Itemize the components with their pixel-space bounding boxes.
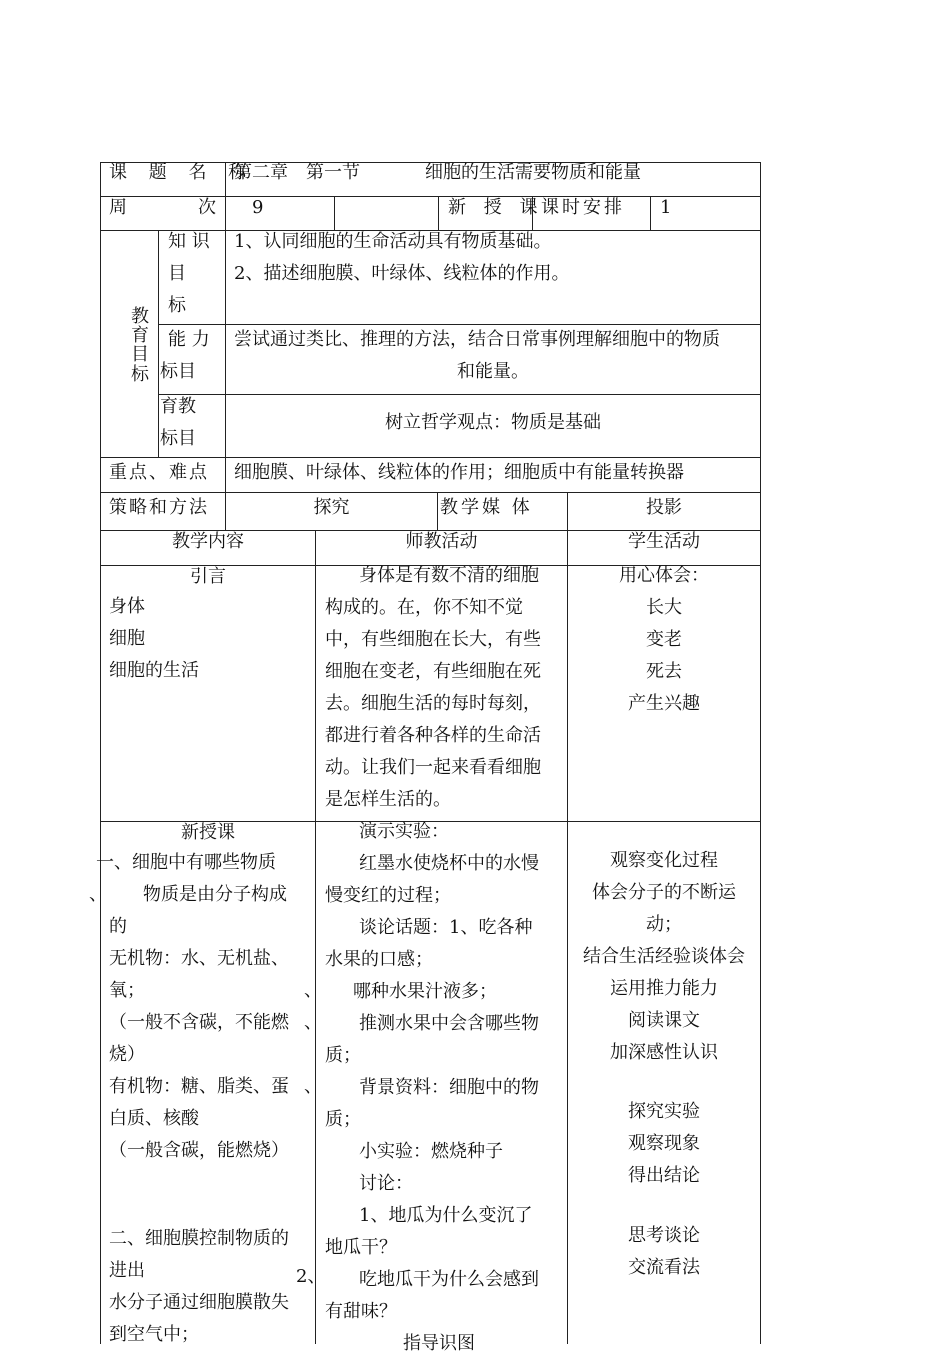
key-text: 细胞膜、叶绿体、线粒体的作用；细胞质中有能量转换器 (234, 462, 684, 483)
label-lesson-title: 课 题 名 称 (109, 162, 255, 183)
schedule-value: 1 (660, 197, 672, 218)
goals-label-1: 教 (131, 306, 149, 327)
rule (158, 230, 159, 457)
goals-label-4: 标 (131, 364, 149, 385)
rule (334, 196, 335, 230)
student-line: 得出结论 (628, 1165, 700, 1186)
content-line: 无机物：水、无机盐、 (109, 948, 289, 969)
lesson-title: 细胞的生活需要物质和能量 (425, 162, 641, 183)
knowledge-item-1: 1、认同细胞的生命活动具有物质基础。 (234, 231, 552, 252)
teacher-line: 慢变红的过程； (325, 885, 451, 906)
label-week-b: 次 (198, 197, 216, 218)
newlesson-student-1 (568, 845, 760, 1069)
ability-text-a: 尝试通过类比、推理的方法，结合日常事例理解细胞中的物质 (234, 329, 720, 350)
teacher-line: 地瓜干？ (325, 1237, 397, 1258)
col-teacher-header: 师教活动 (405, 531, 478, 552)
content-line: 物质是由分子构成 (143, 884, 287, 905)
key-label: 重点、难点 (109, 462, 209, 483)
edu-label-b: 标目 (160, 428, 196, 449)
stray-mark: 、 (89, 884, 107, 905)
intro-teacher (325, 560, 541, 816)
media-label: 教学媒 体 (440, 497, 533, 518)
content-line: 水分子通过细胞膜散失 (109, 1292, 289, 1313)
intro-student (568, 560, 760, 720)
ability-label-a: 能 力 (168, 329, 210, 350)
rule (100, 457, 761, 458)
strategy-label: 策略和方法 (109, 497, 209, 518)
knowledge-label-2: 目 (168, 263, 186, 284)
student-line: 观察现象 (628, 1133, 700, 1154)
newlesson-content-1 (109, 879, 289, 1167)
student-line: 加深感性认识 (610, 1042, 718, 1063)
student-line: 运用推力能力 (610, 978, 718, 999)
strategy-method: 探究 (313, 497, 350, 518)
teacher-line: 哪种水果汁液多； (353, 981, 497, 1002)
content-line: 的 (109, 916, 127, 937)
teacher-line: 红墨水使烧杯中的水慢 (359, 853, 539, 874)
content-line: （一般含碳，能燃烧） (109, 1140, 289, 1161)
rule (158, 324, 761, 325)
teacher-line: 谈论话题：1、吃各种 (359, 917, 533, 938)
stray-mark: 、 (304, 980, 322, 1001)
content-line: 氧； (109, 980, 145, 1001)
knowledge-label-3: 标 (168, 295, 186, 316)
intro-teacher-line: 身体是有数不清的细胞 (359, 565, 539, 586)
teacher-line: 背景资料：细胞中的物 (359, 1077, 539, 1098)
week-value: 9 (252, 197, 264, 218)
student-line: 交流看法 (628, 1257, 700, 1278)
ability-label-b: 标目 (160, 361, 196, 382)
teacher-line: 讨论： (359, 1173, 413, 1194)
goals-label-2: 育 (131, 325, 149, 346)
rule (650, 196, 651, 230)
content-line: 到空气中； (109, 1324, 199, 1345)
col-student-header: 学生活动 (628, 531, 700, 552)
label-schedule: 课时安排 (541, 197, 625, 218)
intro-content-line: 身体 (109, 596, 145, 617)
rule (315, 530, 316, 1344)
rule (760, 162, 761, 1344)
teacher-line: 指导识图 (403, 1333, 475, 1354)
student-line: 结合生活经验谈体会 (583, 946, 745, 967)
stray-mark: 、 (304, 1012, 322, 1033)
stray-mark: 、 (304, 1076, 322, 1097)
teacher-line: 推测水果中会含哪些物 (359, 1013, 539, 1034)
intro-student-line: 产生兴趣 (628, 693, 700, 714)
rule (437, 492, 438, 530)
student-line: 探究实验 (628, 1101, 700, 1122)
teacher-line: 质； (325, 1045, 361, 1066)
edu-text: 树立哲学观点：物质是基础 (385, 412, 601, 433)
intro-teacher-line: 动。让我们一起来看看细胞 (325, 757, 541, 778)
knowledge-item-2: 2、描述细胞膜、叶绿体、线粒体的作用。 (234, 263, 570, 284)
rule (100, 162, 101, 1344)
newlesson-student-3 (568, 1220, 760, 1284)
intro-content-line: 细胞的生活 (109, 660, 199, 681)
intro-content-line: 细胞 (109, 628, 145, 649)
teacher-line: 演示实验： (359, 821, 449, 842)
intro-teacher-line: 都进行着各种各样的生命活 (325, 725, 541, 746)
student-line: 阅读课文 (628, 1010, 700, 1031)
knowledge-label-1: 知 识 (168, 231, 210, 252)
content-line: 烧） (109, 1044, 145, 1065)
lesson-type: 新 授 课 (448, 197, 544, 218)
rule (158, 394, 761, 395)
content-line: （一般不含碳，不能燃 (109, 1012, 289, 1033)
rule (438, 196, 439, 230)
student-line: 动； (646, 914, 682, 935)
content-line: 有机物：糖、脂类、蛋 (109, 1076, 289, 1097)
intro-student-line: 死去 (646, 661, 682, 682)
teacher-line: 有甜味？ (325, 1301, 397, 1322)
rule (100, 492, 761, 493)
newlesson-title: 新授课 (181, 822, 235, 843)
intro-student-line: 长大 (646, 597, 682, 618)
rule (225, 162, 226, 530)
col-content-header: 教学内容 (172, 531, 244, 552)
intro-teacher-line: 去。细胞生活的每时每刻， (325, 693, 541, 714)
teacher-line: 质； (325, 1109, 361, 1130)
edu-label-a: 育教 (160, 396, 196, 417)
teacher-line: 小实验：燃烧种子 (359, 1141, 503, 1162)
intro-teacher-line: 构成的。在，你不知不觉 (325, 597, 523, 618)
intro-teacher-line: 细胞在变老，有些细胞在死 (325, 661, 541, 682)
ability-text-b: 和能量。 (457, 361, 529, 382)
intro-teacher-line: 是怎样生活的。 (325, 789, 451, 810)
label-week-a: 周 (109, 197, 127, 218)
intro-content (109, 591, 199, 687)
media-value: 投影 (646, 497, 682, 518)
newlesson-heading-1: 一、细胞中有哪些物质 (96, 852, 276, 873)
student-line: 观察变化过程 (610, 850, 718, 871)
chapter-section: 第二章 第一节 (234, 162, 360, 183)
newlesson-student-2 (568, 1096, 760, 1192)
intro-student-line: 用心体会： (619, 565, 709, 586)
stray-mark: 2、 (296, 1266, 326, 1287)
student-line: 思考谈论 (628, 1225, 700, 1246)
content-line: 二、细胞膜控制物质的 (109, 1228, 289, 1249)
newlesson-content-2 (109, 1223, 289, 1351)
content-line: 进出 (109, 1260, 145, 1281)
student-line: 体会分子的不断运 (592, 882, 736, 903)
content-line: 白质、核酸 (109, 1108, 199, 1129)
intro-teacher-line: 中，有些细胞在长大，有些 (325, 629, 541, 650)
teacher-line: 1、地瓜为什么变沉了 (359, 1205, 533, 1226)
intro-title: 引言 (190, 566, 226, 587)
newlesson-teacher (325, 816, 539, 1360)
teacher-line: 水果的口感； (325, 949, 433, 970)
teacher-line: 吃地瓜干为什么会感到 (359, 1269, 539, 1290)
goals-label-3: 目 (131, 344, 149, 365)
intro-student-line: 变老 (646, 629, 682, 650)
